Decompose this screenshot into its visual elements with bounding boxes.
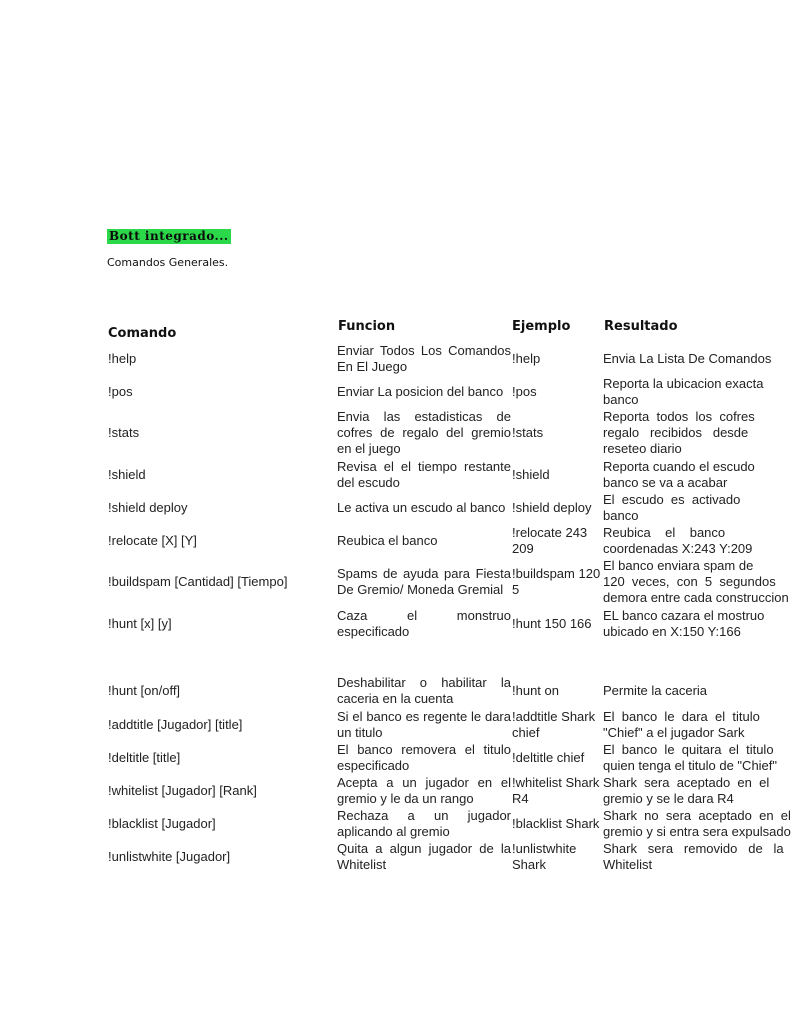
command-cell xyxy=(108,840,333,874)
function-cell xyxy=(337,408,511,458)
command-cell-text: !whitelist [Jugador] [Rank] xyxy=(108,783,257,798)
example-cell xyxy=(512,774,602,808)
example-cell-text: !deltitle chief xyxy=(512,750,585,765)
result-cell xyxy=(603,408,768,458)
function-cell xyxy=(337,491,511,525)
command-cell-text: !hunt [on/off] xyxy=(108,683,181,698)
command-cell-text: !blacklist [Jugador] xyxy=(108,816,216,831)
command-cell-text: !unlistwhite [Jugador] xyxy=(108,849,231,864)
function-cell-text: Le activa un escudo al banco xyxy=(337,500,506,515)
result-cell-text: Reporta la ubicacion exacta banco xyxy=(603,376,764,407)
table-row xyxy=(0,840,784,874)
example-cell xyxy=(512,607,602,641)
command-cell-text: !hunt [x] [y] xyxy=(108,616,172,631)
result-cell-text: El escudo es activado banco xyxy=(603,492,741,523)
result-cell-text: El banco enviara spam de 120 veces, con 5 segundos demora entre cada construccion xyxy=(603,558,789,605)
table-row xyxy=(0,741,778,775)
example-cell-text: !whitelist Shark R4 xyxy=(512,775,600,806)
result-cell-text: Envia La Lista De Comandos xyxy=(603,351,772,366)
table-row xyxy=(0,774,768,808)
table-row xyxy=(0,524,768,558)
example-cell-text: !shield xyxy=(512,467,550,482)
example-cell xyxy=(512,375,602,409)
function-cell xyxy=(337,807,511,841)
result-cell xyxy=(603,807,791,841)
table-row xyxy=(0,807,791,841)
command-cell xyxy=(108,524,333,558)
command-cell xyxy=(108,673,333,709)
result-cell xyxy=(603,458,768,492)
table-row xyxy=(0,557,789,607)
header-funcion: Funcion xyxy=(338,319,396,334)
example-cell-text: !buildspam 120 5 xyxy=(512,566,601,597)
example-cell xyxy=(512,408,602,458)
command-cell-text: !addtitle [Jugador] [title] xyxy=(108,717,243,732)
example-cell xyxy=(512,673,602,709)
command-cell-text: !shield xyxy=(108,467,146,482)
result-cell xyxy=(603,524,768,558)
command-cell-text: !shield deploy xyxy=(108,500,188,515)
function-cell xyxy=(337,774,511,808)
result-cell xyxy=(603,607,768,641)
command-cell xyxy=(108,708,333,742)
example-cell-text: !hunt 150 166 xyxy=(512,616,592,631)
example-cell-text: !relocate 243 209 xyxy=(512,525,588,556)
example-cell xyxy=(512,458,602,492)
header-comando: Comando xyxy=(108,326,177,341)
function-cell xyxy=(337,342,511,376)
function-cell-text: Revisa el el tiempo restante del escudo xyxy=(337,459,511,490)
command-cell xyxy=(108,807,333,841)
example-cell-text: !hunt on xyxy=(512,683,559,698)
example-cell-text: !pos xyxy=(512,384,537,399)
command-cell xyxy=(108,458,333,492)
function-cell-text: Si el banco es regente le dara un titulo xyxy=(337,709,511,740)
header-ejemplo: Ejemplo xyxy=(512,319,571,334)
example-cell xyxy=(512,342,602,376)
function-cell-text: Enviar La posicion del banco xyxy=(337,384,504,399)
result-cell-text: Reporta cuando el escudo banco se va a acabar xyxy=(603,459,755,490)
function-cell xyxy=(337,741,511,775)
function-cell-text: El banco removera el titulo especificado xyxy=(337,742,511,773)
result-cell xyxy=(603,673,768,709)
table-row xyxy=(0,458,768,492)
command-cell xyxy=(108,491,333,525)
function-cell-text: Reubica el banco xyxy=(337,533,438,548)
result-cell xyxy=(603,491,768,525)
result-cell-text: Shark no sera aceptado en el gremio y si entra sera expulsado xyxy=(603,808,791,839)
function-cell xyxy=(337,375,511,409)
command-cell xyxy=(108,408,333,458)
document-subtitle: Comandos Generales. xyxy=(107,256,229,269)
function-cell-text: Quita a algun jugador de la Whitelist xyxy=(337,841,511,872)
command-cell xyxy=(108,774,333,808)
example-cell-text: !unlistwhite Shark xyxy=(512,841,577,872)
result-cell xyxy=(603,342,772,376)
command-cell-text: !relocate [X] [Y] xyxy=(108,533,197,548)
command-cell-text: !deltitle [title] xyxy=(108,750,181,765)
result-cell-text: El banco le quitara el titulo quien tenga el titulo de "Chief" xyxy=(603,742,778,773)
function-cell xyxy=(337,607,511,641)
function-cell-text: Deshabilitar o habilitar la caceria en la cuenta xyxy=(337,675,511,706)
example-cell-text: !stats xyxy=(512,425,544,440)
command-cell xyxy=(108,342,333,376)
function-cell xyxy=(337,840,511,874)
example-cell xyxy=(512,840,602,874)
command-cell xyxy=(108,557,333,607)
example-cell-text: !help xyxy=(512,351,541,366)
function-cell-text: Enviar Todos Los Comandos En El Juego xyxy=(337,343,511,374)
command-cell xyxy=(108,375,333,409)
function-cell xyxy=(337,524,511,558)
result-cell-text: Permite la caceria xyxy=(603,683,708,698)
example-cell-text: !addtitle Shark chief xyxy=(512,709,596,740)
table-row xyxy=(0,375,768,409)
table-row xyxy=(0,342,772,376)
table-row xyxy=(0,607,768,641)
header-resultado: Resultado xyxy=(604,319,678,334)
table-row xyxy=(0,708,768,742)
example-cell xyxy=(512,524,602,558)
function-cell-text: Acepta a un jugador en el gremio y le da un rango xyxy=(337,775,511,806)
command-cell-text: !buildspam [Cantidad] [Tiempo] xyxy=(108,574,288,589)
result-cell xyxy=(603,708,768,742)
function-cell xyxy=(337,673,511,709)
command-cell-text: !stats xyxy=(108,425,140,440)
example-cell-text: !blacklist Shark xyxy=(512,816,600,831)
command-cell-text: !help xyxy=(108,351,137,366)
command-cell xyxy=(108,607,333,641)
result-cell xyxy=(603,557,789,607)
result-cell xyxy=(603,774,768,808)
function-cell xyxy=(337,458,511,492)
result-cell xyxy=(603,375,768,409)
result-cell-text: EL banco cazara el mostruo ubicado en X:150 Y:166 xyxy=(603,608,765,639)
example-cell xyxy=(512,708,602,742)
result-cell xyxy=(603,840,784,874)
function-cell-text: Caza el monstruo especificado xyxy=(337,608,511,639)
example-cell-text: !shield deploy xyxy=(512,500,592,515)
table-row xyxy=(0,408,768,458)
function-cell-text: Rechaza a un jugador aplicando al gremio xyxy=(337,808,511,839)
function-cell-text: Spams de ayuda para Fiesta De Gremio/ Moneda Gremial xyxy=(337,566,511,597)
example-cell xyxy=(512,741,602,775)
example-cell xyxy=(512,807,602,841)
example-cell xyxy=(512,557,602,607)
table-row xyxy=(0,491,768,525)
result-cell-text: Reporta todos los cofres regalo recibidos desde reseteo diario xyxy=(603,409,755,456)
result-cell-text: Shark sera aceptado en el gremio y se le dara R4 xyxy=(603,775,770,806)
example-cell xyxy=(512,491,602,525)
table-row xyxy=(0,673,768,709)
result-cell xyxy=(603,741,778,775)
function-cell xyxy=(337,708,511,742)
result-cell-text: Reubica el banco coordenadas X:243 Y:209 xyxy=(603,525,753,556)
function-cell xyxy=(337,557,511,607)
command-cell xyxy=(108,741,333,775)
document-title: Bott integrado... xyxy=(109,229,229,243)
result-cell-text: Shark sera removido de la Whitelist xyxy=(603,841,784,872)
command-cell-text: !pos xyxy=(108,384,133,399)
function-cell-text: Envia las estadisticas de cofres de regalo del gremio en el juego xyxy=(337,409,511,456)
result-cell-text: El banco le dara el titulo "Chief" a el jugador Sark xyxy=(603,709,760,740)
